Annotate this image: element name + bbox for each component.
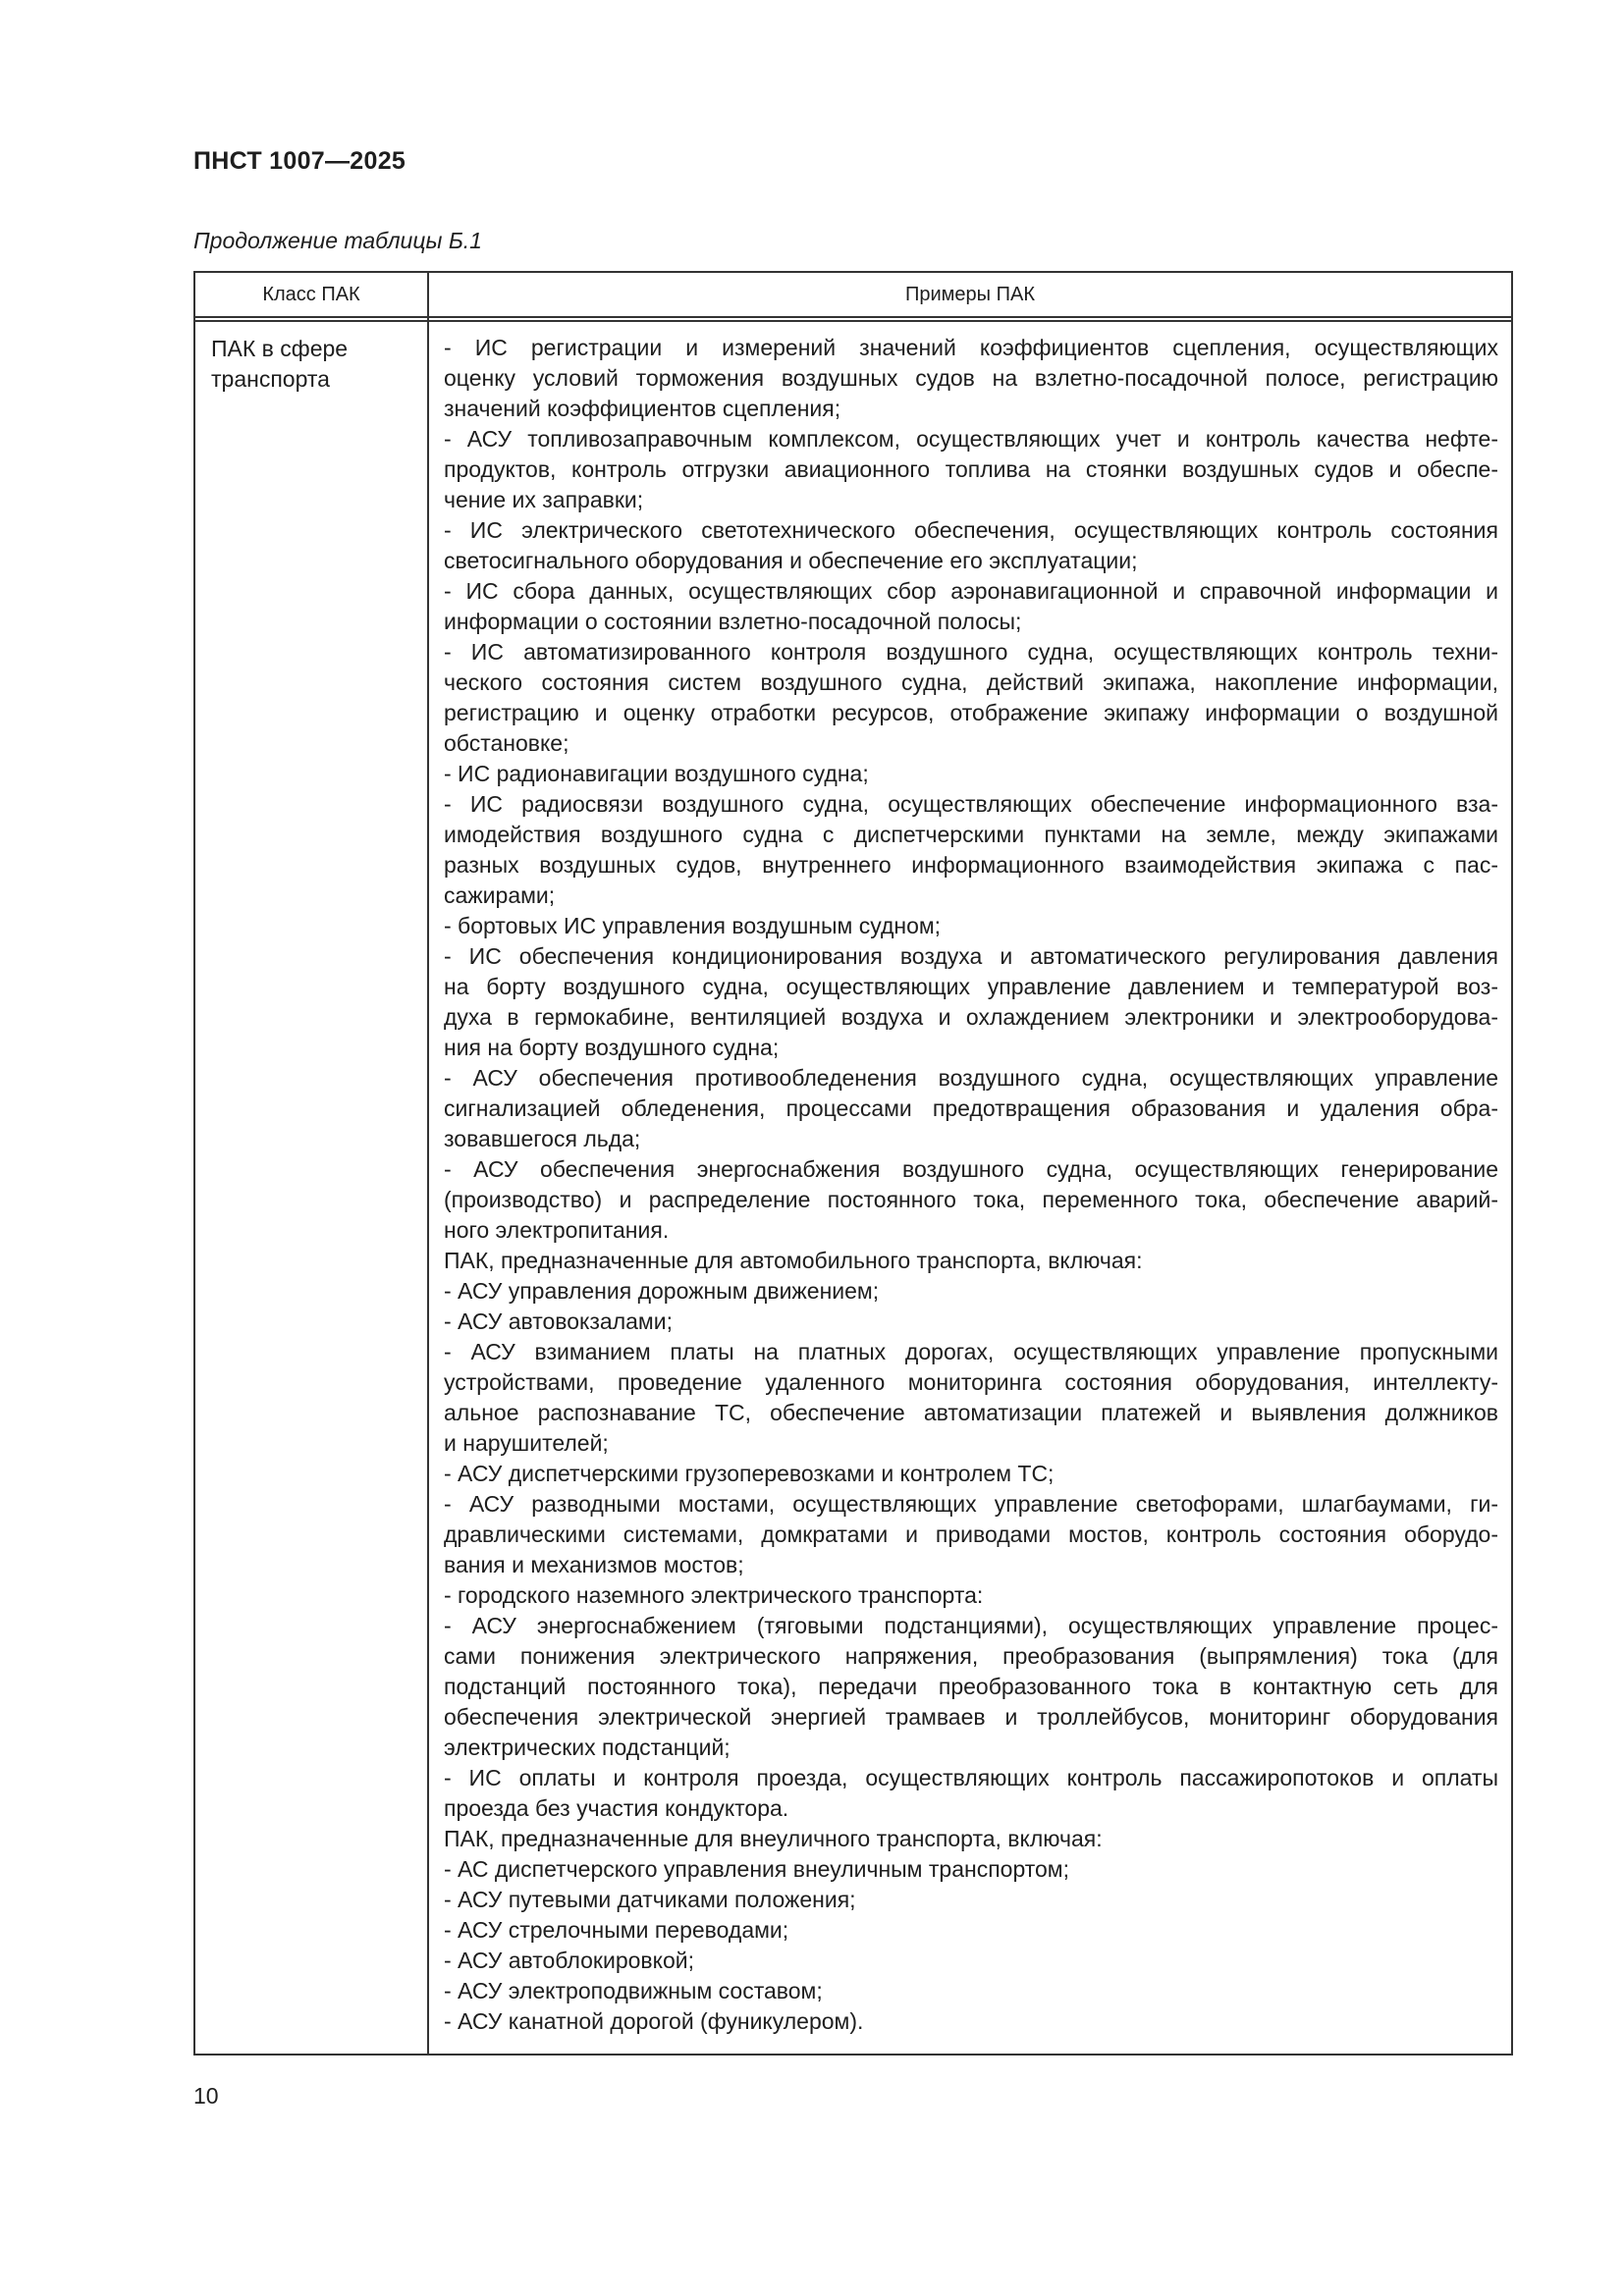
example-line: сигнализацией обледенения, процессами предотвращения образования и удаления обра- <box>444 1095 1498 1121</box>
example-line: - ИС сбора данных, осуществляющих сбор аэронавигационной и справочной информации и <box>444 578 1498 604</box>
example-line: - ИС радиосвязи воздушного судна, осуществляющих обеспечение информационного вза- <box>444 791 1498 817</box>
example-line: проезда без участия кондуктора. <box>444 1795 789 1821</box>
example-line: дравлическими системами, домкратами и приводами мостов, контроль состояния оборудо- <box>444 1522 1498 1547</box>
example-line: - АСУ обеспечения энергоснабжения воздушного судна, осуществляющих генерирование <box>444 1156 1498 1182</box>
example-line: - АСУ топливозаправочным комплексом, осуществляющих учет и контроль качества нефте- <box>444 426 1498 452</box>
example-line: духа в гермокабине, вентиляцией воздуха и охлаждением электроники и электрооборудова- <box>444 1004 1498 1030</box>
example-line: зовавшегося льда; <box>444 1126 641 1151</box>
example-line: продуктов, контроль отгрузки авиационного топлива на стоянки воздушных судов и обеспе- <box>444 456 1498 482</box>
example-line: - АСУ автоблокировкой; <box>444 1948 694 1973</box>
example-line: на борту воздушного судна, осуществляющих управление давлением и температурой воз- <box>444 974 1498 999</box>
example-line: - АСУ электроподвижным составом; <box>444 1978 823 2003</box>
header-divider <box>195 316 1511 318</box>
example-line: устройствами, проведение удаленного мониторинга состояния оборудования, интеллекту- <box>444 1369 1498 1395</box>
example-line: разных воздушных судов, внутреннего информационного взаимодействия экипажа с пас- <box>444 852 1498 878</box>
class-line: транспорта <box>211 366 330 392</box>
example-line: - АСУ диспетчерскими грузоперевозками и контролем ТС; <box>444 1461 1055 1486</box>
table-caption: Продолжение таблицы Б.1 <box>193 228 482 253</box>
example-line: электрических подстанций; <box>444 1735 731 1760</box>
example-line: ческого состояния систем воздушного судна, действий экипажа, накопление информации, <box>444 669 1498 695</box>
example-line: - бортовых ИС управления воздушным судном; <box>444 913 942 938</box>
example-line: - АСУ канатной дорогой (фуникулером). <box>444 2008 864 2034</box>
example-line: ПАК, предназначенные для автомобильного транспорта, включая: <box>444 1248 1143 1273</box>
column-divider <box>427 273 429 2054</box>
example-line: - городского наземного электрического транспорта: <box>444 1582 984 1608</box>
example-line: имодействия воздушного судна с диспетчерскими пунктами на земле, между экипажами <box>444 822 1498 847</box>
example-line: сажирами; <box>444 882 556 908</box>
example-line: - ИС электрического светотехнического обеспечения, осуществляющих контроль состояния <box>444 517 1498 543</box>
example-line: информации о состоянии взлетно-посадочной полосы; <box>444 609 1022 634</box>
example-line: сами понижения электрического напряжения, преобразования (выпрямления) тока (для <box>444 1643 1498 1669</box>
example-line: значений коэффициентов сцепления; <box>444 396 841 421</box>
example-line: ного электропитания. <box>444 1217 670 1243</box>
example-line: - АСУ взиманием платы на платных дорогах, осуществляющих управление пропускными <box>444 1339 1498 1364</box>
example-line: - АСУ автовокзалами; <box>444 1308 673 1334</box>
example-line: - ИС обеспечения кондиционирования воздуха и автоматического регулирования давления <box>444 943 1498 969</box>
examples-cell <box>444 333 1498 2037</box>
example-line: обстановке; <box>444 730 569 756</box>
example-line: обеспечения электрической энергией трамваев и троллейбусов, мониторинг оборудования <box>444 1704 1498 1730</box>
page-number: 10 <box>193 2083 219 2109</box>
example-line: регистрацию и оценку отработки ресурсов, отображение экипажу информации о воздушной <box>444 700 1498 725</box>
example-line: чение их заправки; <box>444 487 644 512</box>
header-divider-double <box>195 320 1511 322</box>
example-line: - АС диспетчерского управления внеуличным транспортом; <box>444 1856 1070 1882</box>
document-code: ПНСТ 1007—2025 <box>193 147 406 175</box>
class-line: ПАК в сфере <box>211 336 349 361</box>
example-line: - АСУ обеспечения противообледенения воздушного судна, осуществляющих управление <box>444 1065 1498 1091</box>
example-line: вания и механизмов мостов; <box>444 1552 744 1577</box>
example-line: - АСУ путевыми датчиками положения; <box>444 1887 856 1912</box>
example-line: светосигнального оборудования и обеспечение его эксплуатации; <box>444 548 1138 573</box>
example-line: альное распознавание ТС, обеспечение автоматизации платежей и выявления должников <box>444 1400 1498 1425</box>
column-header-examples: Примеры ПАК <box>905 283 1035 305</box>
column-header-class: Класс ПАК <box>262 283 360 305</box>
example-line: и нарушителей; <box>444 1430 609 1456</box>
example-line: - ИС регистрации и измерений значений коэффициентов сцепления, осуществляющих <box>444 335 1498 360</box>
example-line: - АСУ стрелочными переводами; <box>444 1917 789 1943</box>
example-line: - АСУ управления дорожным движением; <box>444 1278 880 1304</box>
example-line: подстанций постоянного тока), передачи преобразованного тока в контактную сеть для <box>444 1674 1498 1699</box>
table <box>193 271 1513 2056</box>
example-line: - ИС радионавигации воздушного судна; <box>444 761 869 786</box>
example-line: ния на борту воздушного судна; <box>444 1035 780 1060</box>
class-cell <box>211 334 407 395</box>
example-line: (производство) и распределение постоянного тока, переменного тока, обеспечение аварий- <box>444 1187 1498 1212</box>
example-line: оценку условий торможения воздушных судов на взлетно-посадочной полосе, регистрацию <box>444 365 1498 391</box>
example-line: - ИС автоматизированного контроля воздушного судна, осуществляющих контроль техни- <box>444 639 1498 665</box>
example-line: - ИС оплаты и контроля проезда, осуществляющих контроль пассажиропотоков и оплаты <box>444 1765 1498 1790</box>
example-line: ПАК, предназначенные для внеуличного транспорта, включая: <box>444 1826 1103 1851</box>
example-line: - АСУ энергоснабжением (тяговыми подстанциями), осуществляющих управление процес- <box>444 1613 1498 1638</box>
example-line: - АСУ разводными мостами, осуществляющих управление светофорами, шлагбаумами, ги- <box>444 1491 1498 1517</box>
